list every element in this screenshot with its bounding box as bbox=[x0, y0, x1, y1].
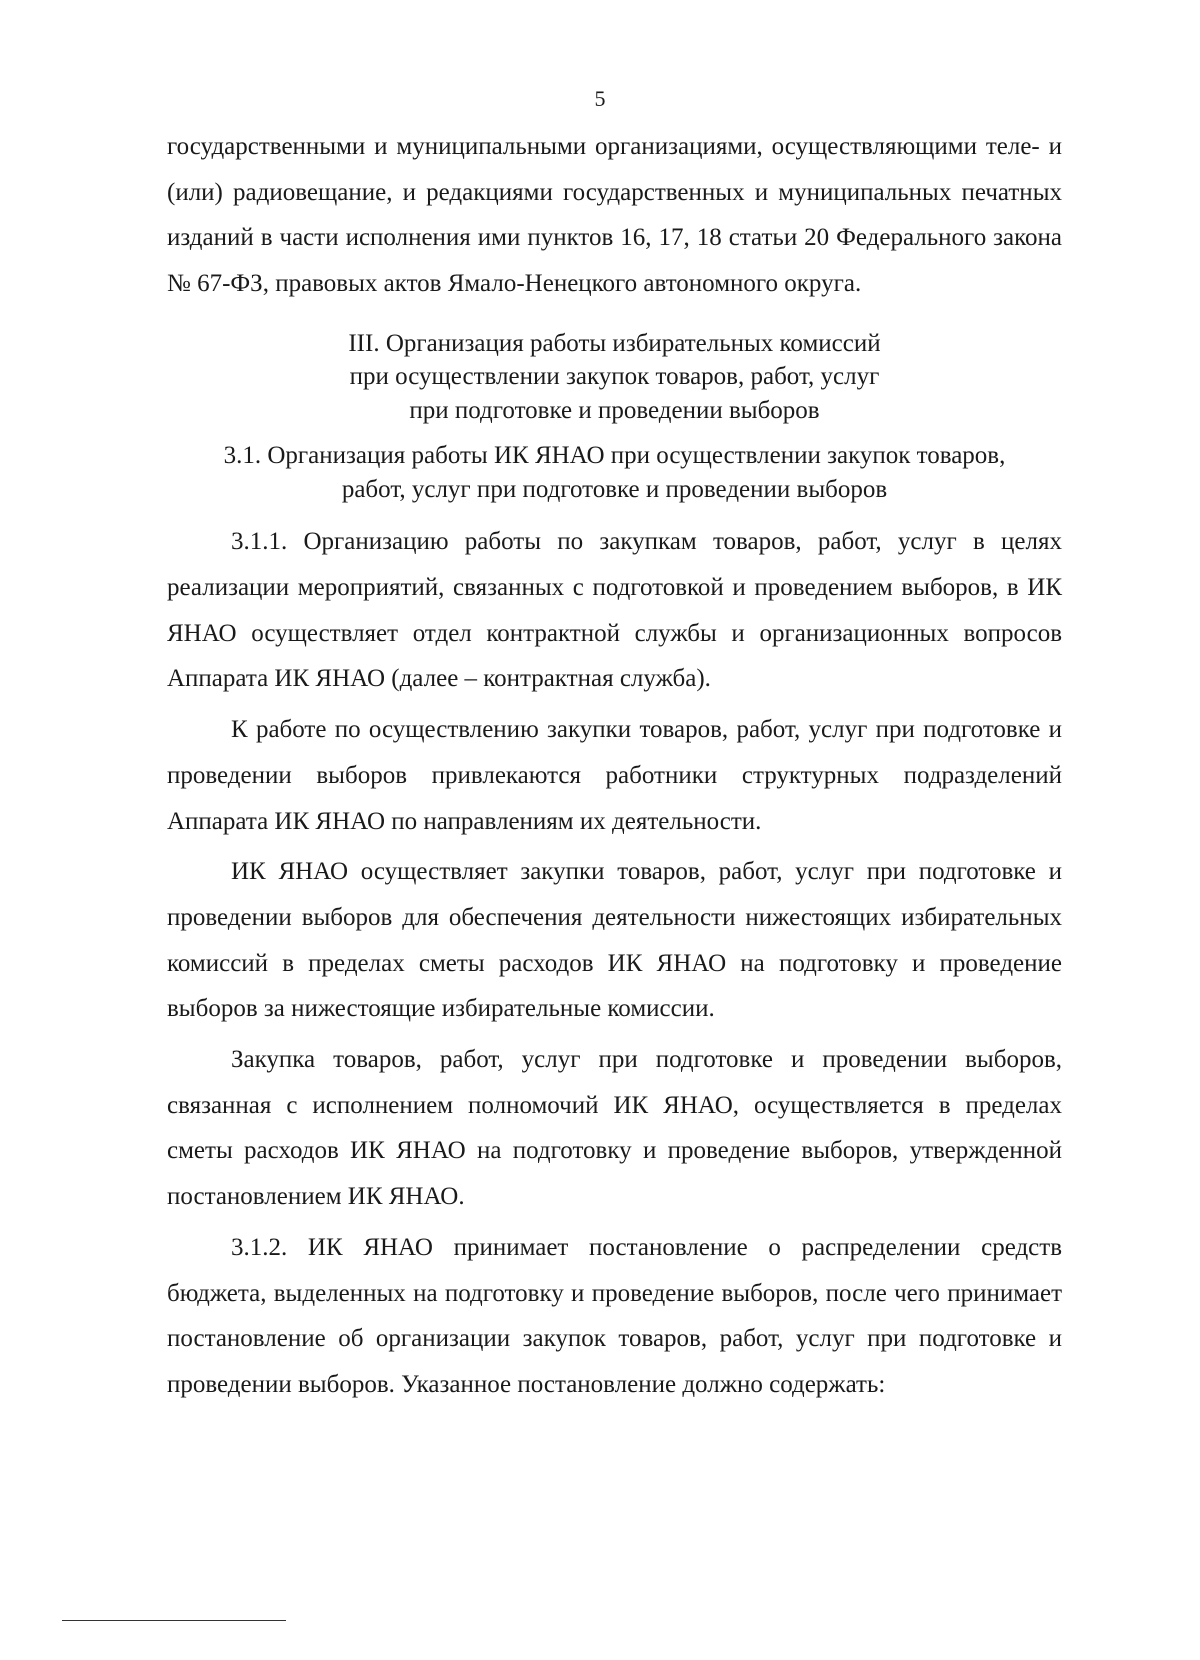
paragraph-3-1-2: 3.1.2. ИК ЯНАО принимает постановление о распределении средств бюджета, выделенных на подготовку и проведение выборов, после чего принимает постановление об организации закупок товаров, работ, услуг при подготовке и проведении выборов. Указанное постановление должно содержать: bbox=[167, 1233, 1062, 1398]
paragraph-lower-commissions: ИК ЯНАО осуществляет закупки товаров, работ, услуг при подготовке и проведении выборов для обеспечения деятельности нижестоящих избирательных комиссий в пределах сметы расходов ИК ЯНАО на подготовку и проведение выборов за нижестоящие избирательные комиссии. bbox=[167, 858, 1062, 1023]
paragraph-3-1-1: 3.1.1. Организацию работы по закупкам товаров, работ, услуг в целях реализации мероприятий, связанных с подготовкой и проведением выборов, в ИК ЯНАО осуществляет отдел контрактной службы и организационных вопросов Аппарата ИК ЯНАО (далее – контрактная служба). bbox=[167, 528, 1062, 693]
subsection-heading-line: 3.1. Организация работы ИК ЯНАО при осуществлении закупок товаров, bbox=[223, 442, 1006, 470]
paragraph-staff: К работе по осуществлению закупки товаров, работ, услуг при подготовке и проведении выборов привлекаются работники структурных подразделений Аппарата ИК ЯНАО по направлениям их деятельности. bbox=[167, 716, 1062, 835]
subsection-heading bbox=[167, 439, 1062, 506]
page-number: 5 bbox=[594, 86, 606, 111]
paragraph-continuation: государственными и муниципальными организациями, осуществляющими теле- и (или) радиовещание, и редакциями государственных и муниципальных печатных изданий в части исполнения ими пунктов 16, 17, 18 статьи 20 Федерального закона № 67-ФЗ, правовых актов Ямало-Ненецкого автономного округа. bbox=[167, 133, 1062, 298]
page-body bbox=[167, 124, 1062, 1408]
section-heading-line: при подготовке и проведении выборов bbox=[409, 396, 820, 424]
subsection-heading-line: работ, услуг при подготовке и проведении выборов bbox=[341, 475, 888, 503]
section-heading-line: при осуществлении закупок товаров, работ, услуг bbox=[349, 363, 880, 391]
section-heading-line: III. Организация работы избирательных комиссий bbox=[348, 329, 881, 357]
section-heading bbox=[167, 327, 1062, 428]
footnote-rule bbox=[62, 1620, 286, 1621]
paragraph-own-powers: Закупка товаров, работ, услуг при подготовке и проведении выборов, связанная с исполнением полномочий ИК ЯНАО, осуществляется в пределах сметы расходов ИК ЯНАО на подготовку и проведение выборов, утвержденной постановлением ИК ЯНАО. bbox=[167, 1046, 1062, 1211]
